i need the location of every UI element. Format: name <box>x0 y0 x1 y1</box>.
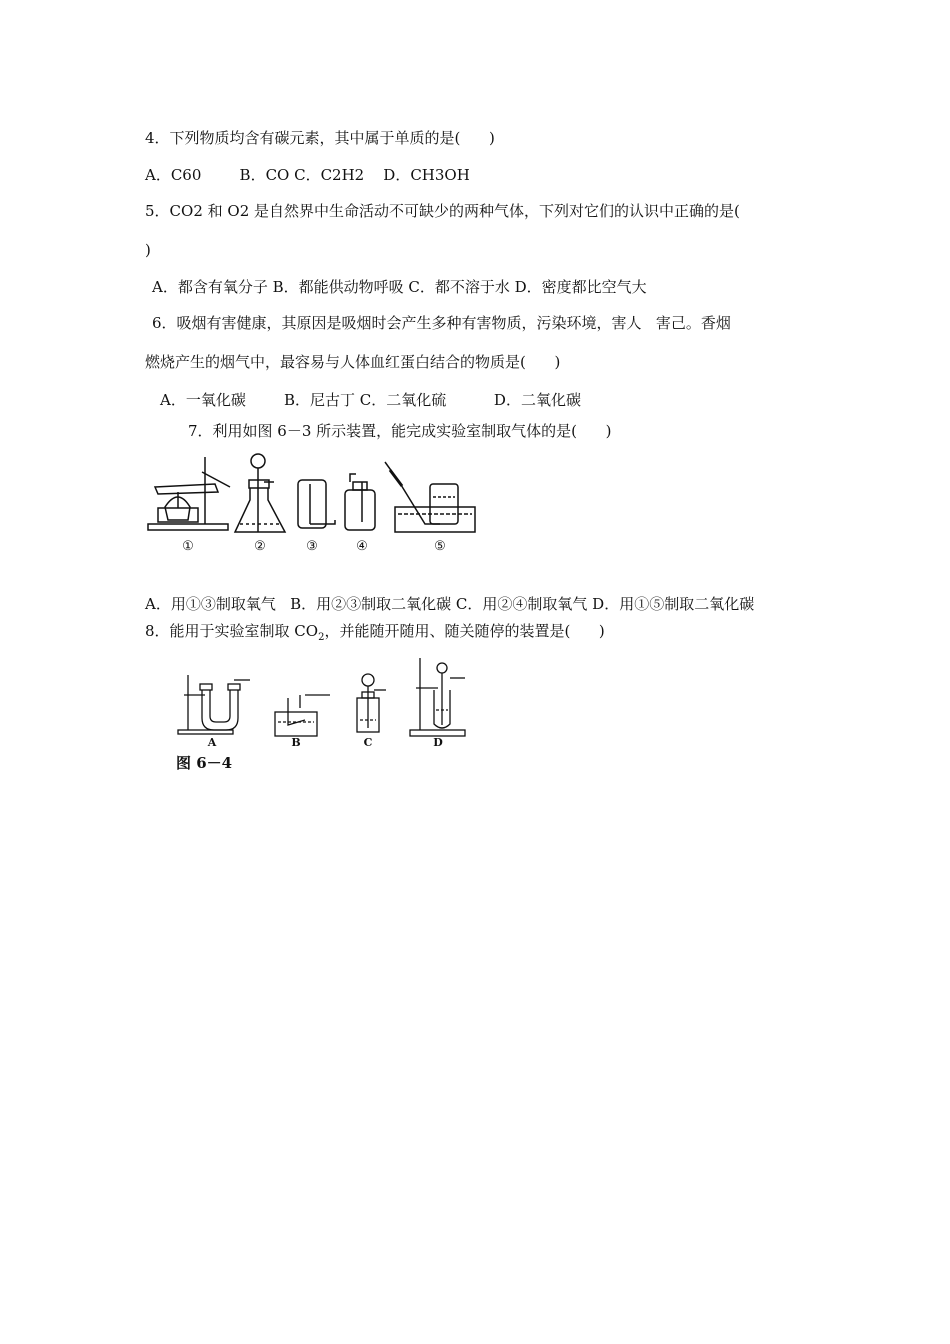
question-5-stem-line2: ) <box>145 241 151 259</box>
apparatus-4-gas-bottle <box>345 474 375 530</box>
apparatus-c-flask <box>357 674 386 732</box>
fig-6-3-label-4: ④ <box>356 539 368 554</box>
apparatus-d-stand <box>410 658 465 736</box>
apparatus-1-heating <box>148 457 230 530</box>
question-5-stem-line1: 5．CO2 和 O2 是自然界中生命活动不可缺少的两种气体，下列对它们的认识中正确的是( <box>145 202 740 220</box>
question-8-stem-post: ，并能随开随用、随关随停的装置是( ) <box>324 622 605 640</box>
fig-6-4-label-b: B <box>291 736 301 749</box>
apparatus-5-water-trough <box>385 462 475 532</box>
apparatus-2-flask <box>235 454 285 532</box>
fig-6-4-label-a: A <box>207 736 217 749</box>
fig-6-3-label-3: ③ <box>306 539 318 554</box>
question-6-options: A．一氧化碳 B．尼古丁 C．二氧化硫 D．二氧化碳 <box>160 391 581 409</box>
figure-6-4-caption: 图 6－4 <box>176 754 233 772</box>
fig-6-3-label-2: ② <box>254 539 266 554</box>
apparatus-a-u-tube <box>178 675 250 734</box>
fig-6-4-label-c: C <box>363 736 373 749</box>
figure-6-3 <box>140 452 520 557</box>
fig-6-4-label-d: D <box>433 736 443 749</box>
question-6-stem-line1: 6．吸烟有害健康，其原因是吸烟时会产生多种有害物质，污染环境，害人 害己。香烟 <box>152 314 731 332</box>
question-8-stem-sub: 2 <box>318 632 325 643</box>
fig-6-3-label-1: ① <box>182 539 194 554</box>
apparatus-3-bottle <box>298 480 335 528</box>
question-4-options: A．C60 B．CO C．C2H2 D．CH3OH <box>145 166 470 184</box>
question-7-options: A．用①③制取氧气 B．用②③制取二氧化碳 C．用②④制取氧气 D．用①⑤制取二氧化碳 <box>145 595 755 613</box>
apparatus-b-beaker <box>275 695 330 736</box>
question-4-stem: 4．下列物质均含有碳元素，其中属于单质的是( ) <box>145 129 495 147</box>
question-8-stem <box>145 621 605 648</box>
figure-6-4 <box>170 650 480 750</box>
fig-6-3-label-5: ⑤ <box>434 539 446 554</box>
question-6-stem-line2: 燃烧产生的烟气中，最容易与人体血红蛋白结合的物质是( ) <box>145 353 561 371</box>
question-5-options: A．都含有氧分子 B．都能供动物呼吸 C．都不溶于水 D．密度都比空气大 <box>152 278 647 296</box>
question-8-stem-pre: 8．能用于实验室制取 CO <box>145 622 319 640</box>
question-7-stem: 7．利用如图 6－3 所示装置，能完成实验室制取气体的是( ) <box>188 422 612 440</box>
